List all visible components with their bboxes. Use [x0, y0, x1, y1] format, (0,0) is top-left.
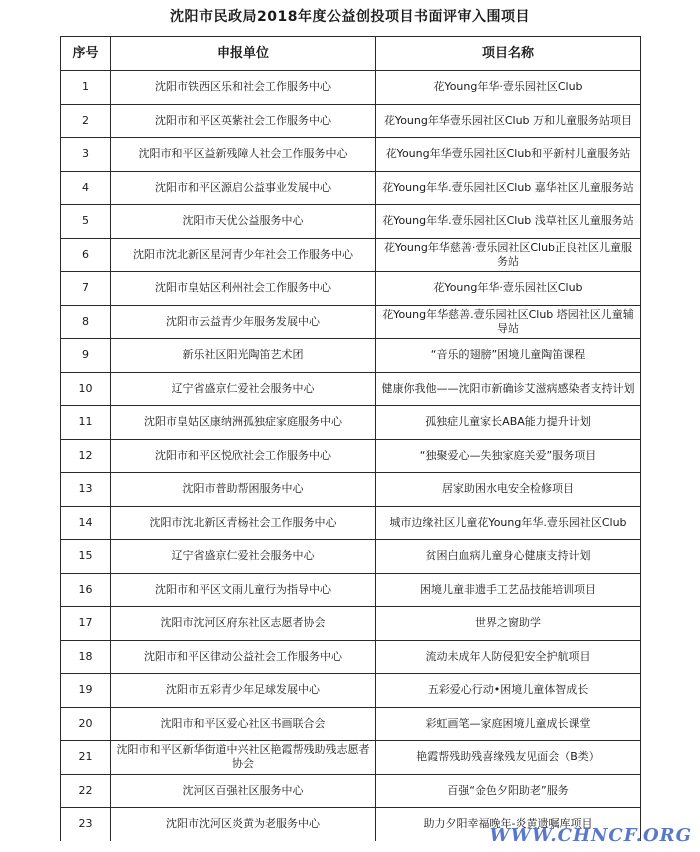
cell-project-name: “音乐的翅膀”困境儿童陶笛课程: [376, 339, 641, 373]
table-row: [61, 707, 641, 741]
cell-number: 23: [61, 808, 111, 841]
cell-project-name: 花Young年华慈善·壹乐园社区Club正良社区儿童服务站: [376, 238, 641, 272]
cell-project-name: 贫困白血病儿童身心健康支持计划: [376, 540, 641, 574]
cell-number: 14: [61, 506, 111, 540]
cell-applicant-unit: 沈阳市铁西区乐和社会工作服务中心: [111, 71, 376, 105]
table-row: [61, 372, 641, 406]
cell-number: 21: [61, 741, 111, 775]
table-row: [61, 339, 641, 373]
table-row: [61, 71, 641, 105]
cell-project-name: 助力夕阳幸福晚年-炎黄遗嘱库项目: [376, 808, 641, 841]
cell-number: 7: [61, 272, 111, 306]
cell-applicant-unit: 沈阳市和平区英紫社会工作服务中心: [111, 104, 376, 138]
cell-number: 9: [61, 339, 111, 373]
cell-project-name: 艳霞帮残助残喜缘残友见面会（B类）: [376, 741, 641, 775]
cell-number: 2: [61, 104, 111, 138]
cell-project-name: 居家助困水电安全检修项目: [376, 473, 641, 507]
cell-number: 17: [61, 607, 111, 641]
cell-applicant-unit: 沈阳市和平区源启公益事业发展中心: [111, 171, 376, 205]
table-row: [61, 506, 641, 540]
cell-project-name: 花Young年华.壹乐园社区Club 嘉华社区儿童服务站: [376, 171, 641, 205]
cell-number: 1: [61, 71, 111, 105]
cell-project-name: 百强“金色夕阳助老”服务: [376, 774, 641, 808]
cell-applicant-unit: 沈阳市皇姑区利州社会工作服务中心: [111, 272, 376, 306]
cell-number: 13: [61, 473, 111, 507]
cell-project-name: 花Young年华慈善.壹乐园社区Club 塔园社区儿童辅导站: [376, 305, 641, 339]
cell-project-name: “独聚爱心—失独家庭关爱”服务项目: [376, 439, 641, 473]
cell-applicant-unit: 沈阳市云益青少年服务发展中心: [111, 305, 376, 339]
table-row: [61, 774, 641, 808]
table-row: [61, 205, 641, 239]
cell-applicant-unit: 沈阳市沈河区炎黄为老服务中心: [111, 808, 376, 841]
table-row: [61, 171, 641, 205]
cell-applicant-unit: 沈阳市皇姑区康纳洲孤独症家庭服务中心: [111, 406, 376, 440]
table-header-row: [61, 37, 641, 71]
cell-applicant-unit: 沈阳市和平区律动公益社会工作服务中心: [111, 640, 376, 674]
cell-project-name: 城市边缘社区儿童花Young年华.壹乐园社区Club: [376, 506, 641, 540]
cell-project-name: 困境儿童非遗手工艺品技能培训项目: [376, 573, 641, 607]
table-row: [61, 104, 641, 138]
table-row: [61, 238, 641, 272]
watermark-logo: WWW.CHNCF.ORG: [489, 825, 692, 846]
table-row: [61, 573, 641, 607]
cell-number: 11: [61, 406, 111, 440]
cell-applicant-unit: 沈阳市普助帮困服务中心: [111, 473, 376, 507]
table-row: [61, 674, 641, 708]
cell-applicant-unit: 新乐社区阳光陶笛艺术团: [111, 339, 376, 373]
cell-applicant-unit: 沈阳市和平区爱心社区书画联合会: [111, 707, 376, 741]
cell-project-name: 花Young年华壹乐园社区Club 万和儿童服务站项目: [376, 104, 641, 138]
table-row: [61, 272, 641, 306]
cell-applicant-unit: 沈阳市沈北新区青杨社会工作服务中心: [111, 506, 376, 540]
cell-applicant-unit: 沈阳市和平区新华街道中兴社区艳霞帮残助残志愿者协会: [111, 741, 376, 775]
cell-number: 4: [61, 171, 111, 205]
table-row: [61, 305, 641, 339]
cell-project-name: 彩虹画笔—家庭困境儿童成长课堂: [376, 707, 641, 741]
cell-applicant-unit: 沈阳市和平区文雨儿童行为指导中心: [111, 573, 376, 607]
cell-number: 5: [61, 205, 111, 239]
table-row: [61, 540, 641, 574]
cell-number: 19: [61, 674, 111, 708]
cell-applicant-unit: 沈阳市沈河区府东社区志愿者协会: [111, 607, 376, 641]
cell-project-name: 孤独症儿童家长ABA能力提升计划: [376, 406, 641, 440]
cell-number: 12: [61, 439, 111, 473]
cell-project-name: 世界之窗助学: [376, 607, 641, 641]
table-row: [61, 473, 641, 507]
header-applicant-unit: 申报单位: [111, 37, 376, 71]
cell-number: 22: [61, 774, 111, 808]
cell-number: 18: [61, 640, 111, 674]
table-row: [61, 741, 641, 775]
cell-applicant-unit: 沈阳市五彩青少年足球发展中心: [111, 674, 376, 708]
cell-number: 16: [61, 573, 111, 607]
cell-project-name: 五彩爱心行动•困境儿童体智成长: [376, 674, 641, 708]
cell-number: 10: [61, 372, 111, 406]
cell-applicant-unit: 沈阳市沈北新区星河青少年社会工作服务中心: [111, 238, 376, 272]
table-row: [61, 406, 641, 440]
cell-applicant-unit: 沈河区百强社区服务中心: [111, 774, 376, 808]
cell-number: 20: [61, 707, 111, 741]
table-row: [61, 138, 641, 172]
cell-applicant-unit: 沈阳市天优公益服务中心: [111, 205, 376, 239]
cell-number: 8: [61, 305, 111, 339]
cell-number: 3: [61, 138, 111, 172]
cell-number: 6: [61, 238, 111, 272]
cell-applicant-unit: 沈阳市和平区益新残障人社会工作服务中心: [111, 138, 376, 172]
project-table: [60, 36, 641, 841]
cell-applicant-unit: 辽宁省盛京仁爱社会服务中心: [111, 372, 376, 406]
cell-project-name: 花Young年华.壹乐园社区Club 浅草社区儿童服务站: [376, 205, 641, 239]
header-project-name: 项目名称: [376, 37, 641, 71]
cell-project-name: 花Young年华·壹乐园社区Club: [376, 272, 641, 306]
cell-project-name: 健康你我他——沈阳市新确诊艾滋病感染者支持计划: [376, 372, 641, 406]
cell-project-name: 流动未成年人防侵犯安全护航项目: [376, 640, 641, 674]
header-number: 序号: [61, 37, 111, 71]
table-row: [61, 439, 641, 473]
document-title: 沈阳市民政局2018年度公益创投项目书面评审入围项目: [170, 9, 530, 25]
table-row: [61, 607, 641, 641]
cell-project-name: 花Young年华壹乐园社区Club和平新村儿童服务站: [376, 138, 641, 172]
cell-number: 15: [61, 540, 111, 574]
cell-project-name: 花Young年华·壹乐园社区Club: [376, 71, 641, 105]
table-row: [61, 640, 641, 674]
cell-applicant-unit: 沈阳市和平区悦欣社会工作服务中心: [111, 439, 376, 473]
cell-applicant-unit: 辽宁省盛京仁爱社会服务中心: [111, 540, 376, 574]
